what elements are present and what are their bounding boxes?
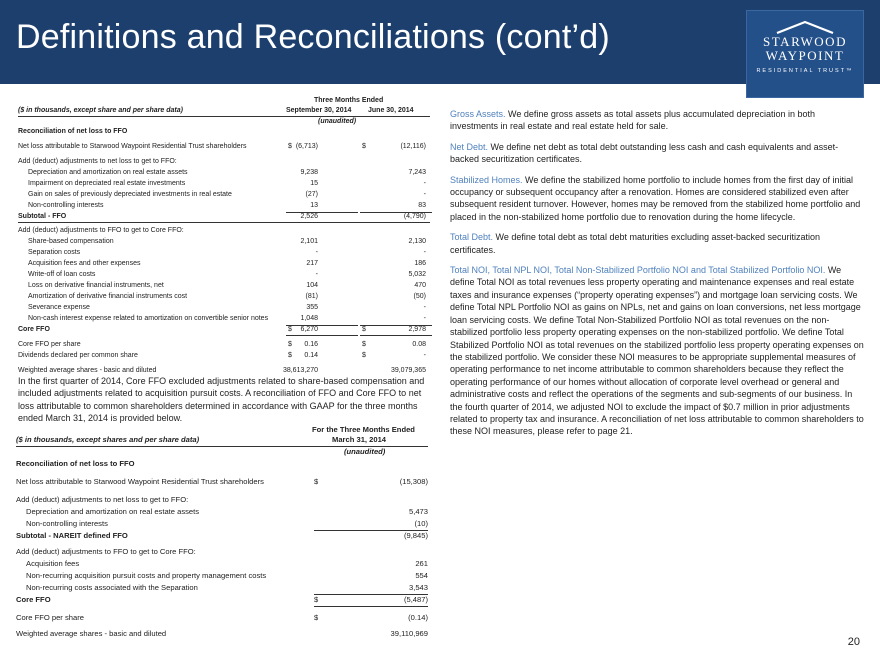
currency-symbol: $ xyxy=(362,352,366,359)
subtotal-rule xyxy=(314,594,428,595)
section-rule xyxy=(18,222,430,223)
table-row xyxy=(18,190,430,200)
value-sep-30-2014: 0.14 xyxy=(304,352,318,359)
total-rule xyxy=(314,606,428,607)
subtotal-rule xyxy=(360,325,432,326)
value-mar-31-2014: 39,110,969 xyxy=(390,629,428,638)
definition-paragraph xyxy=(450,231,864,256)
table2-unaudited: (unaudited) xyxy=(344,447,386,456)
table-row xyxy=(18,142,430,152)
row-label: Depreciation and amortization on real estate assets xyxy=(26,507,200,516)
row-label: Loss on derivative financial instruments, net xyxy=(28,282,164,289)
table-row xyxy=(18,168,430,178)
row-label: Core FFO per share xyxy=(18,341,81,348)
subtotal-rule xyxy=(314,530,428,531)
row-label: Weighted average shares - basic and diluted xyxy=(16,629,167,638)
table-row xyxy=(16,530,428,542)
subtotal-rule xyxy=(360,212,432,213)
table-row xyxy=(16,612,428,624)
subtotal-rule xyxy=(286,325,358,326)
value-jun-30-2014: - xyxy=(423,191,426,198)
row-label: Write-off of loan costs xyxy=(28,271,96,278)
currency-symbol: $ xyxy=(288,341,292,348)
row-label: Gain on sales of previously depreciated investments in real estate xyxy=(28,191,232,198)
explanatory-paragraph: In the first quarter of 2014, Core FFO excluded adjustments related to share-based compensation and included adjustments related to acquisition pursuit costs. A reconciliation of FFO and Core FFO to net loss attributable to common shareholders determined in accordance with GAAP for the three months ended March 31, 2014 is provided below. xyxy=(18,376,425,423)
currency-symbol: $ xyxy=(288,352,292,359)
table-row xyxy=(18,292,430,302)
table-row xyxy=(18,351,430,361)
value-mar-31-2014: 3,543 xyxy=(408,583,428,592)
definition-paragraph xyxy=(450,174,864,224)
table-row xyxy=(18,325,430,335)
value-jun-30-2014: 470 xyxy=(414,282,426,289)
row-label: Add (deduct) adjustments to net loss to get to FFO: xyxy=(16,495,189,504)
logo-line2: WAYPOINT xyxy=(765,48,845,63)
value-jun-30-2014: 39,079,365 xyxy=(390,367,426,374)
definition-text: We define Total NOI as total revenues less property operating and maintenance expenses and real estate taxes and insurance expenses (“property operating expenses”) and mortgage loan servicing costs. We define Total NPL Portfolio NOI as gains on NPLs, net and gains on loan conversions, net less mortgage loan servicing costs. We define Total Non-Stabilized Portfolio NOI as total revenues on the non-stabilized portfolio less property operating expenses on the non-stabilized portfolio. We define Total Stabilized Portfolio NOI as total revenues on the stabilized portfolio less property operating expenses on the stabilized portfolio. We consider these NOI measures to be appropriate supplemental measures of operating performance to net income attributable to common shareholders because they reflect the operating performance of our homes without allocation of corporate level overhead or general and administrative costs and reflect the operations of the segments and sub-segments of our business. In the fourth quarter of 2014, we adjusted NOI to exclude the impact of $0.7 million in prior adjustments related to property tax and insurance. A reconciliation of net loss attributable to common shareholders to these NOI measures, please refer to page 21. xyxy=(450,265,864,437)
table-row xyxy=(16,582,428,594)
value-sep-30-2014: - xyxy=(315,249,318,256)
value-mar-31-2014: 554 xyxy=(415,571,428,580)
value-mar-31-2014: (10) xyxy=(414,519,428,528)
value-mar-31-2014: 5,473 xyxy=(408,507,428,516)
table1-unaudited: (unaudited) xyxy=(318,118,357,125)
table-row xyxy=(16,558,428,570)
company-logo xyxy=(746,10,864,98)
definition-term: Total NOI, Total NPL NOI, Total Non-Stabilized Portfolio NOI and Total Stabilized Portfolio NOI. xyxy=(450,265,826,276)
total-rule xyxy=(360,335,432,336)
value-sep-30-2014: 13 xyxy=(310,202,318,209)
value-sep-30-2014: (27) xyxy=(305,191,318,198)
row-label: Dividends declared per common share xyxy=(18,352,138,359)
table-row xyxy=(18,314,430,324)
total-rule xyxy=(286,335,358,336)
row-label: Share-based compensation xyxy=(28,238,114,245)
value-jun-30-2014: - xyxy=(423,249,426,256)
value-sep-30-2014: 6,270 xyxy=(300,326,318,333)
value-sep-30-2014: 38,613,270 xyxy=(282,367,318,374)
table2-top-header: For the Three Months Ended xyxy=(312,425,415,434)
definition-term: Total Debt. xyxy=(450,232,494,243)
row-label: Core FFO xyxy=(16,595,51,604)
row-label: Non-controlling interests xyxy=(26,519,108,528)
value-jun-30-2014: (50) xyxy=(413,293,426,300)
definition-paragraph xyxy=(450,108,864,133)
definition-paragraph xyxy=(450,141,864,166)
definition-text: We define gross assets as total assets plus accumulated depreciation in both investments in real estate and real estate held for sale. xyxy=(450,109,816,132)
currency-symbol: $ xyxy=(362,143,366,150)
table-row xyxy=(18,179,430,189)
table-row xyxy=(18,226,430,236)
table2-section-title: Reconciliation of net loss to FFO xyxy=(16,459,135,468)
page-number: 20 xyxy=(847,636,860,648)
row-label: Amortization of derivative financial instruments cost xyxy=(28,293,188,300)
table-row xyxy=(18,201,430,211)
value-sep-30-2014: 217 xyxy=(306,260,318,267)
currency-symbol: $ xyxy=(288,143,292,150)
definitions-column xyxy=(450,108,864,446)
value-mar-31-2014: (9,845) xyxy=(403,531,428,540)
table-row xyxy=(16,518,428,530)
table-row xyxy=(18,259,430,269)
subtotal-rule xyxy=(286,212,358,213)
logo-line1: STARWOOD xyxy=(763,34,847,49)
value-jun-30-2014: 2,130 xyxy=(408,238,426,245)
value-jun-30-2014: 5,032 xyxy=(408,271,426,278)
value-sep-30-2014: 0.16 xyxy=(304,341,318,348)
page-title: Definitions and Reconciliations (cont’d) xyxy=(16,18,610,56)
table-row xyxy=(16,570,428,582)
value-mar-31-2014: (5,487) xyxy=(403,595,428,604)
table1-col1-header: September 30, 2014 xyxy=(286,107,352,114)
value-jun-30-2014: 7,243 xyxy=(408,169,426,176)
reconciliation-table-q3 xyxy=(18,96,430,374)
definition-term: Gross Assets. xyxy=(450,109,506,119)
value-sep-30-2014: 15 xyxy=(310,180,318,187)
value-sep-30-2014: (81) xyxy=(305,293,318,300)
table2-units-label: ($ in thousands, except shares and per share data) xyxy=(16,435,200,444)
definition-paragraph xyxy=(450,264,864,438)
table-row xyxy=(18,281,430,291)
row-label: Add (deduct) adjustments to FFO to get to Core FFO: xyxy=(18,227,184,234)
currency-symbol: $ xyxy=(288,326,292,333)
row-label: Separation costs xyxy=(28,249,81,256)
table-row xyxy=(18,340,430,350)
row-label: Subtotal - FFO xyxy=(18,213,67,220)
table-row xyxy=(18,157,430,167)
row-label: Non-recurring costs associated with the Separation xyxy=(26,583,198,592)
table-row xyxy=(16,594,428,606)
row-label: Non-recurring acquisition pursuit costs and property management costs xyxy=(26,571,267,580)
table1-col2-header: June 30, 2014 xyxy=(368,107,414,114)
definition-text: We define net debt as total debt outstanding less cash and cash equivalents and asset-backed securitization certificates. xyxy=(450,141,839,165)
value-sep-30-2014: 104 xyxy=(306,282,318,289)
value-jun-30-2014: 186 xyxy=(414,260,426,267)
row-label: Depreciation and amortization on real estate assets xyxy=(28,169,188,176)
value-sep-30-2014: 355 xyxy=(306,304,318,311)
table-row xyxy=(18,303,430,313)
value-sep-30-2014: 2,101 xyxy=(300,238,318,245)
table-row xyxy=(18,212,430,222)
value-jun-30-2014: - xyxy=(423,180,426,187)
currency-symbol: $ xyxy=(314,595,319,604)
table-row xyxy=(16,476,428,488)
table-row xyxy=(18,270,430,280)
table-row xyxy=(16,494,428,506)
currency-symbol: $ xyxy=(314,477,319,486)
value-mar-31-2014: 261 xyxy=(415,559,428,568)
row-label: Net loss attributable to Starwood Waypoint Residential Trust shareholders xyxy=(16,477,264,486)
value-jun-30-2014: 2,978 xyxy=(408,326,426,333)
row-label: Non-cash interest expense related to amortization on convertible senior notes xyxy=(28,315,269,322)
row-label: Acquisition fees xyxy=(26,559,80,568)
table1-units-label: ($ in thousands, except share and per share data) xyxy=(18,107,183,114)
row-label: Core FFO xyxy=(18,326,50,333)
value-jun-30-2014: - xyxy=(423,304,426,311)
row-label: Acquisition fees and other expenses xyxy=(28,260,141,267)
currency-symbol: $ xyxy=(362,326,366,333)
roof-icon xyxy=(775,20,835,34)
definition-term: Stabilized Homes. xyxy=(450,174,523,185)
row-label: Impairment on depreciated real estate investments xyxy=(28,180,186,187)
table-row xyxy=(18,248,430,258)
table1-top-header: Three Months Ended xyxy=(314,97,384,104)
table2-col1-header: March 31, 2014 xyxy=(332,435,387,444)
row-label: Add (deduct) adjustments to net loss to get to FFO: xyxy=(18,158,177,165)
currency-symbol: $ xyxy=(362,341,366,348)
value-jun-30-2014: (12,116) xyxy=(400,143,426,150)
row-label: Severance expense xyxy=(28,304,90,311)
value-sep-30-2014: 1,048 xyxy=(300,315,318,322)
reconciliation-table-q1 xyxy=(16,424,428,638)
row-label: Subtotal - NAREIT defined FFO xyxy=(16,531,128,540)
row-label: Core FFO per share xyxy=(16,613,84,622)
row-label: Add (deduct) adjustments to FFO to get to Core FFO: xyxy=(16,547,196,556)
definition-text: We define the stabilized home portfolio to include homes from the first day of initial occupancy or subsequent occupancy after a renovation. Homes are considered stabilized even after subsequent resident turnover. However, homes may be removed from the stabilized home portfolio and placed in the non-stabilized home portfolio due to renovation during the home lifecycle. xyxy=(450,174,861,222)
definition-term: Net Debt. xyxy=(450,141,489,152)
value-sep-30-2014: (6,713) xyxy=(295,143,318,150)
value-mar-31-2014: (0.14) xyxy=(408,613,428,622)
table1-section-title: Reconciliation of net loss to FFO xyxy=(18,128,128,135)
value-jun-30-2014: - xyxy=(423,352,426,359)
row-label: Non-controlling interests xyxy=(28,202,104,209)
value-sep-30-2014: 9,238 xyxy=(300,169,318,176)
value-jun-30-2014: (4,790) xyxy=(403,213,426,220)
row-label: Weighted average shares - basic and diluted xyxy=(18,367,157,374)
table-row xyxy=(16,506,428,518)
logo-line3: RESIDENTIAL TRUST™ xyxy=(756,68,854,74)
definition-text: We define total debt as total debt maturities excluding asset-backed securitization certificates. xyxy=(450,232,821,255)
value-jun-30-2014: - xyxy=(423,315,426,322)
currency-symbol: $ xyxy=(314,613,319,622)
value-sep-30-2014: 2,526 xyxy=(300,213,318,220)
table-row xyxy=(16,628,428,640)
value-sep-30-2014: - xyxy=(315,271,318,278)
table-row xyxy=(18,237,430,247)
value-jun-30-2014: 83 xyxy=(418,202,426,209)
value-jun-30-2014: 0.08 xyxy=(412,341,426,348)
value-mar-31-2014: (15,308) xyxy=(399,477,428,486)
row-label: Net loss attributable to Starwood Waypoint Residential Trust shareholders xyxy=(18,143,247,150)
table-row xyxy=(16,546,428,558)
